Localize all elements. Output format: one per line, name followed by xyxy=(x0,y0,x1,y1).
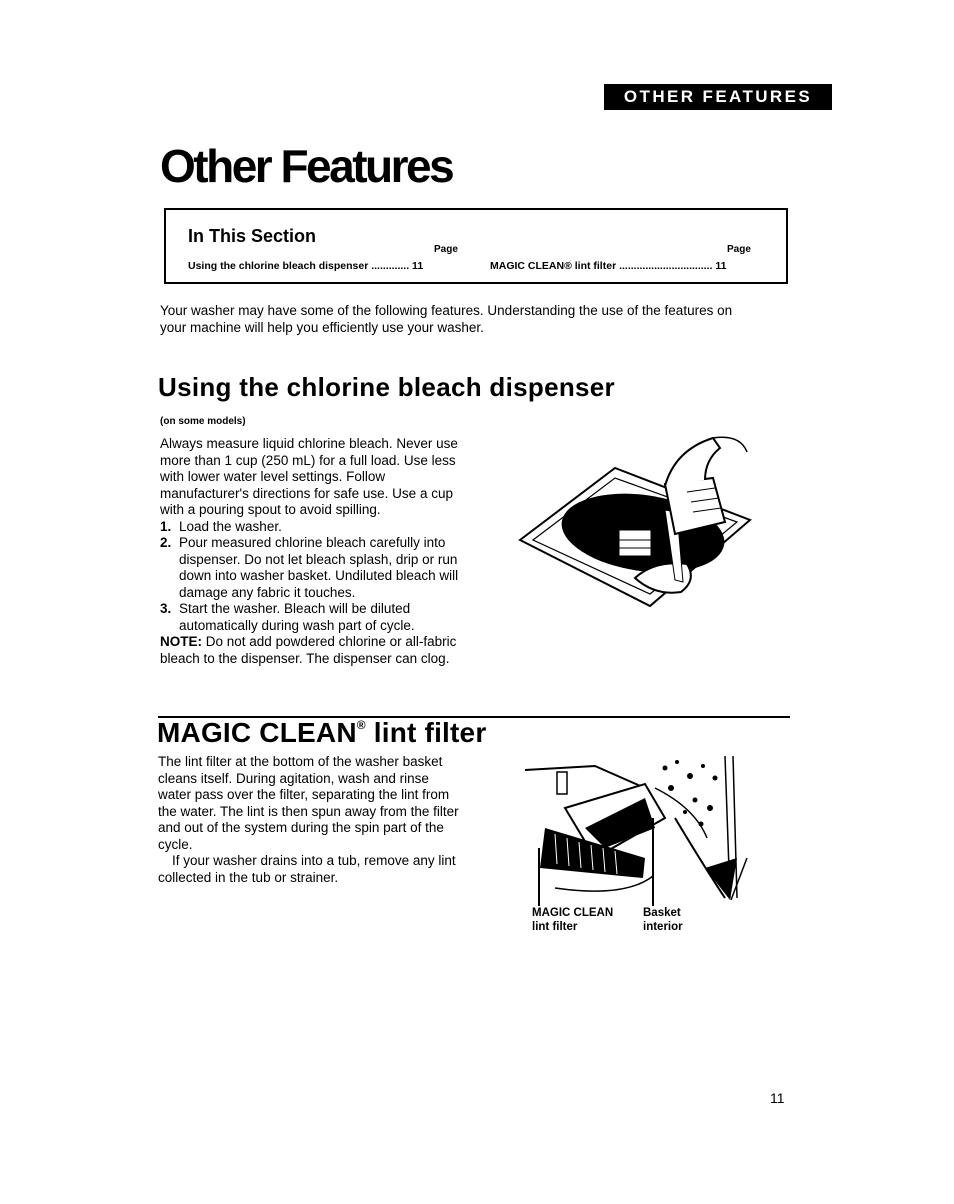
heading-brand: MAGIC CLEAN xyxy=(157,717,357,748)
bleach-paragraph: Always measure liquid chlorine bleach. Never use more than 1 cup (250 mL) for a full load. Use less with lower water level settings. Follow manufacturer's directions for safe use. Use a cup with a pouring spout to avoid spilling. xyxy=(160,436,458,517)
lint-paragraph-1: The lint filter at the bottom of the washer basket cleans itself. During agitation, wash and rinse water pass over the filter, separating the lint from the water. The lint is then spun away from the filter and out of the system during the spin part of the cycle. xyxy=(158,754,459,852)
intro-paragraph xyxy=(160,302,800,336)
toc-page-label: Page xyxy=(434,244,458,255)
step-item xyxy=(160,601,470,634)
lint-filter-heading xyxy=(157,717,486,749)
step-text: Start the washer. Bleach will be diluted automatically during wash part of cycle. xyxy=(179,601,415,633)
step-item xyxy=(160,535,470,601)
toc-entry-lint[interactable]: MAGIC CLEAN® lint filter ................................ 11 xyxy=(490,260,727,272)
basket-caption xyxy=(643,906,683,934)
basket-caption-line-2: interior xyxy=(643,921,683,933)
step-number: 2. xyxy=(160,535,172,550)
note-label: NOTE: xyxy=(160,634,202,649)
step-item xyxy=(160,519,470,536)
section-tab: OTHER FEATURES xyxy=(604,84,832,110)
lint-body xyxy=(158,754,463,886)
filter-caption-line-2: lint filter xyxy=(532,921,578,933)
heading-rest: lint filter xyxy=(365,717,487,748)
bleach-dispenser-illustration xyxy=(515,430,765,610)
bleach-heading: Using the chlorine bleach dispenser xyxy=(158,372,615,402)
lint-filter-illustration xyxy=(525,748,765,906)
page-title: Other Features xyxy=(160,140,453,192)
intro-line-1: Your washer may have some of the following features. Understanding the use of the features on xyxy=(160,303,733,318)
models-note: (on some models) xyxy=(160,416,246,427)
toc-entry-bleach[interactable]: Using the chlorine bleach dispenser ............. 11 xyxy=(188,260,424,272)
intro-line-2: your machine will help you efficiently use your washer. xyxy=(160,320,484,335)
basket-caption-line-1: Basket xyxy=(643,907,681,919)
registered-mark: ® xyxy=(356,718,366,732)
bleach-body xyxy=(160,436,470,667)
step-text: Load the washer. xyxy=(179,518,282,534)
note-text: Do not add powdered chlorine or all-fabric bleach to the dispenser. The dispenser can clog. xyxy=(160,634,457,666)
toc-heading: In This Section xyxy=(188,226,317,246)
bleach-note xyxy=(160,634,470,667)
lint-paragraph-2: If your washer drains into a tub, remove any lint collected in the tub or strainer. xyxy=(158,853,456,885)
filter-caption-line-1: MAGIC CLEAN xyxy=(532,907,614,919)
page-number: 11 xyxy=(770,1090,785,1106)
bleach-steps xyxy=(160,519,470,635)
step-number: 3. xyxy=(160,601,172,616)
in-this-section-box xyxy=(164,208,788,284)
filter-caption xyxy=(532,906,613,934)
step-number: 1. xyxy=(160,518,172,534)
toc-page-label: Page xyxy=(727,244,751,255)
step-text: Pour measured chlorine bleach carefully into dispenser. Do not let bleach splash, drip or run down into washer basket. Undiluted bleach will damage any fabric it touches. xyxy=(179,535,459,600)
